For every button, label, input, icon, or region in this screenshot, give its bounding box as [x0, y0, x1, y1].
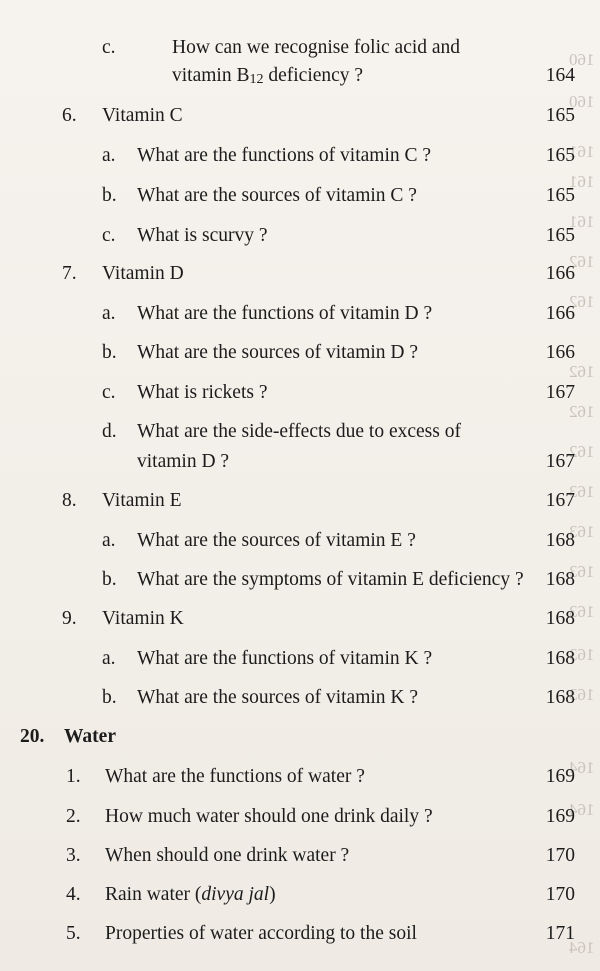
entry-title: When should one drink water ?	[105, 845, 350, 866]
entry-title: What are the functions of water ?	[105, 766, 365, 787]
entry-title: vitamin D ?	[137, 451, 230, 472]
entry-page-number: 165	[545, 185, 575, 206]
entry-number: 5.	[66, 923, 81, 944]
entry-number: c.	[102, 37, 116, 58]
entry-number: d.	[102, 421, 117, 442]
entry-page-number: 165	[545, 225, 575, 246]
entry-number: c.	[102, 225, 116, 246]
entry-page-number: 164	[545, 65, 575, 86]
entry-number: a.	[102, 303, 116, 324]
entry-title: What are the sources of vitamin K ?	[137, 687, 419, 708]
entry-title: What are the sources of vitamin C ?	[137, 185, 417, 206]
entry-title: What are the side-effects due to excess of	[137, 421, 461, 442]
entry-page-number: 168	[545, 569, 575, 590]
entry-page-number: 168	[545, 648, 575, 669]
bleed-through-number: 162	[568, 292, 594, 311]
entry-page-number: 166	[545, 263, 575, 284]
bleed-through-number: 161	[568, 142, 594, 161]
entry-title: Rain water (divya jal)	[105, 884, 276, 905]
entry-title: What are the symptoms of vitamin E deficiency ?	[137, 569, 524, 590]
entry-number: b.	[102, 569, 117, 590]
bleed-through-number: 163	[568, 602, 594, 621]
entry-page-number: 166	[545, 303, 575, 324]
bleed-through-number: 163	[568, 645, 594, 664]
bleed-through-number: 160	[568, 92, 594, 111]
bleed-through-number: 161	[568, 212, 594, 231]
entry-number: 3.	[66, 845, 81, 866]
entry-page-number: 171	[545, 923, 575, 944]
entry-page-number: 165	[545, 145, 575, 166]
entry-title: vitamin B12 deficiency ?	[172, 65, 364, 87]
entry-number: a.	[102, 648, 116, 669]
bleed-through-number: 161	[568, 172, 594, 191]
entry-title: What are the sources of vitamin D ?	[137, 342, 419, 363]
bleed-through-number: 163	[568, 562, 594, 581]
entry-page-number: 168	[545, 608, 575, 629]
entry-page-number: 169	[545, 766, 575, 787]
entry-title: What are the functions of vitamin K ?	[137, 648, 433, 669]
entry-title: What are the functions of vitamin D ?	[137, 303, 433, 324]
entry-number: 8.	[62, 490, 77, 511]
bleed-through-number: 163	[568, 522, 594, 541]
entry-title: Water	[64, 726, 116, 747]
entry-page-number: 169	[545, 806, 575, 827]
entry-title: What is rickets ?	[137, 382, 268, 403]
entry-title: What is scurvy ?	[137, 225, 268, 246]
entry-title: What are the functions of vitamin C ?	[137, 145, 432, 166]
entry-number: 4.	[66, 884, 81, 905]
entry-title: How can we recognise folic acid and	[172, 37, 461, 58]
entry-number: 7.	[62, 263, 77, 284]
entry-title: Vitamin D	[102, 263, 184, 284]
entry-title: What are the sources of vitamin E ?	[137, 530, 416, 551]
entry-page-number: 167	[545, 490, 575, 511]
entry-page-number: 167	[545, 451, 575, 472]
entry-number: 2.	[66, 806, 81, 827]
entry-number: 9.	[62, 608, 77, 629]
bleed-through-number: 162	[568, 402, 594, 421]
entry-number: c.	[102, 382, 116, 403]
entry-number: a.	[102, 145, 116, 166]
entry-page-number: 168	[545, 530, 575, 551]
entry-number: b.	[102, 687, 117, 708]
entry-page-number: 170	[545, 845, 575, 866]
entry-page-number: 168	[545, 687, 575, 708]
bleed-through-number: 164	[568, 938, 594, 957]
entry-number: 1.	[66, 766, 81, 787]
bleed-through-number: 162	[568, 442, 594, 461]
entry-page-number: 167	[545, 382, 575, 403]
entry-title: Properties of water according to the soil	[105, 923, 417, 944]
bleed-through-number: 160	[568, 50, 594, 69]
entry-number: b.	[102, 185, 117, 206]
entry-number: 20.	[20, 726, 45, 747]
entry-title: Vitamin K	[102, 608, 184, 629]
entry-title: How much water should one drink daily ?	[105, 806, 433, 827]
entry-page-number: 165	[545, 105, 575, 126]
entry-page-number: 166	[545, 342, 575, 363]
bleed-through-number: 163	[568, 685, 594, 704]
entry-number: b.	[102, 342, 117, 363]
entry-title: Vitamin E	[102, 490, 182, 511]
entry-number: a.	[102, 530, 116, 551]
entry-number: 6.	[62, 105, 77, 126]
entry-title: Vitamin C	[102, 105, 183, 126]
bleed-through-number: 164	[568, 758, 594, 777]
entry-page-number: 170	[545, 884, 575, 905]
bleed-through-number: 163	[568, 482, 594, 501]
bleed-through-number: 162	[568, 362, 594, 381]
bleed-through-number: 164	[568, 800, 594, 819]
bleed-through-number: 162	[568, 252, 594, 271]
